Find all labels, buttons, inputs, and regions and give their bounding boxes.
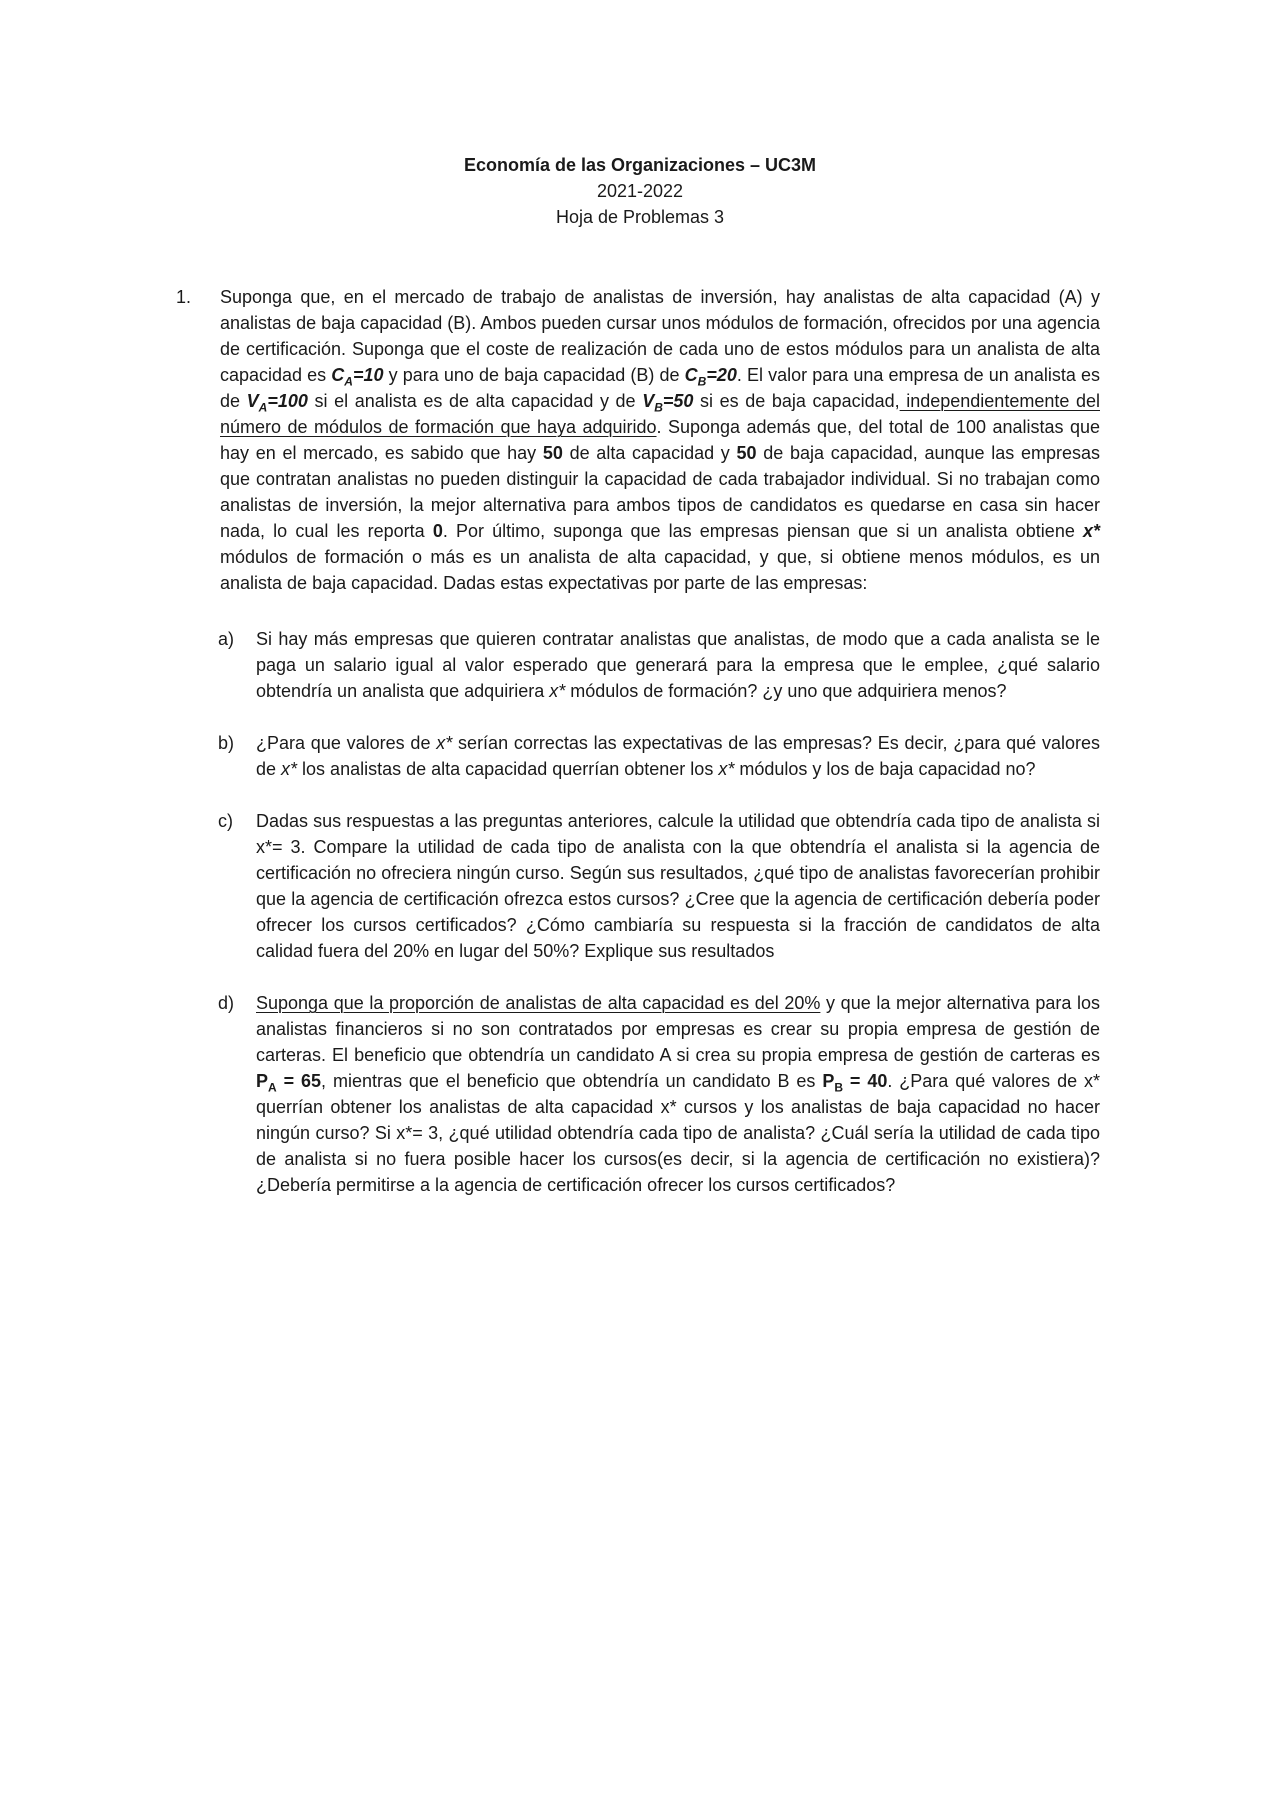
sub-question-d: [220, 990, 1100, 1198]
statement-text: Suponga que, en el mercado de trabajo de analistas de inversión, hay analistas de alta capacidad (A) y analistas de baja capacidad (B). Ambos pueden cursar unos módulos de formación, ofrecidos por una agencia de certificación. Suponga que el coste de realización de cada uno de estos módulos para un analista de alta capacidad es: [220, 287, 1100, 385]
ca-symbol: C: [331, 365, 345, 385]
count-high: 50: [542, 443, 563, 463]
sheet-title: Hoja de Problemas 3: [555, 207, 725, 227]
x-star: x*: [281, 759, 298, 779]
sub-question-b: [220, 730, 1100, 782]
sub-question-text: los analistas de alta capacidad querrían obtener los: [297, 759, 719, 779]
count-low: 50: [736, 443, 757, 463]
statement-text: de baja capacidad, aunque las empresas que contratan analistas no pueden distinguir la capacidad de cada trabajador individual. Si no trabajan como analistas de inversión, la mejor alternativa para ambos tipos de candidatos es quedarse en casa sin hacer nada, lo cual les reporta: [220, 443, 1100, 541]
ca-value: =10: [352, 365, 384, 385]
statement-text: de alta capacidad y: [562, 443, 737, 463]
sub-question-text: ¿Para que valores de: [256, 733, 437, 753]
statement-text: . El valor para una empresa de un analista es de: [220, 365, 1101, 411]
pb-subscript: B: [834, 1080, 844, 1095]
va-symbol: V: [246, 391, 259, 411]
sub-question-c: [220, 808, 1100, 964]
underlined-assumption: Suponga que la proporción de analistas de alta capacidad es del 20%: [256, 993, 821, 1013]
pb-value: = 40: [843, 1071, 888, 1091]
ca-subscript: A: [344, 374, 353, 389]
cb-value: =20: [706, 365, 737, 385]
sub-question-letter: a): [218, 629, 235, 649]
outside-option-value: 0: [432, 521, 443, 541]
statement-text: . Por último, suponga que las empresas piensan que si un analista obtiene: [442, 521, 1083, 541]
sub-question-letter: d): [218, 993, 235, 1013]
pa-value: = 65: [276, 1071, 322, 1091]
sub-question-letter: c): [218, 811, 233, 831]
statement-text: si el analista es de alta capacidad y de: [307, 391, 643, 411]
sub-question-letter: b): [218, 733, 235, 753]
sub-question-text: Si hay más empresas que quieren contratar analistas que analistas, de modo que a cada analista se le paga un salario igual al valor esperado que generará para la empresa que le emplee, ¿qué salario obtendría un analista que adquiriera: [256, 629, 1100, 701]
sub-question-text: , mientras que el beneficio que obtendría un candidato B es: [321, 1071, 823, 1091]
sub-question-text: serían correctas las expectativas de las empresas? Es decir, ¿para qué valores de: [256, 733, 1100, 779]
x-star: x*: [1082, 521, 1100, 541]
x-star: x*: [549, 681, 566, 701]
statement-text: . Suponga además que, del total de 100 analistas que hay en el mercado, es sabido que hay: [220, 417, 1100, 463]
statement-text: módulos de formación o más es un analista de alta capacidad, y que, si obtiene menos módulos, es un analista de baja capacidad. Dadas estas expectativas por parte de las empresas:: [220, 547, 1100, 593]
underlined-clause: independientemente del número de módulos de formación que haya adquirido: [220, 391, 1100, 437]
sub-questions: [220, 626, 1100, 1198]
vb-subscript: B: [654, 400, 663, 415]
va-subscript: A: [258, 400, 268, 415]
course-title: Economía de las Organizaciones – UC3M: [463, 155, 817, 175]
vb-value: =50: [662, 391, 694, 411]
sub-question-text: Dadas sus respuestas a las preguntas anteriores, calcule la utilidad que obtendría cada tipo de analista si x*= 3. Compare la utilidad de cada tipo de analista con la que obtendría el analista si la agencia de certificación no ofreciera ningún curso. Según sus resultados, ¿qué tipo de analistas favorecerían prohibir que la agencia de certificación ofrezca estos cursos? ¿Cree que la agencia de certificación debería poder ofrecer los cursos certificados? ¿Cómo cambiaría su respuesta si la fracción de candidatos de alta calidad fuera del 20% en lugar del 50%? Explique sus resultados: [256, 811, 1100, 961]
x-star: x*: [436, 733, 453, 753]
x-star: x*: [718, 759, 735, 779]
va-value: =100: [267, 391, 308, 411]
pb-symbol: P: [822, 1071, 835, 1091]
pa-subscript: A: [268, 1080, 277, 1095]
sub-question-text: y que la mejor alternativa para los analistas financieros si no son contratados por empresas es crear su propia empresa de gestión de carteras. El beneficio que obtendría un candidato A si crea su propia empresa de gestión de carteras es: [256, 993, 1100, 1065]
sub-question-a: [220, 626, 1100, 704]
sub-question-text: . ¿Para qué valores de x* querrían obtener los analistas de alta capacidad x* cursos y los analistas de baja capacidad no hacer ningún curso? Si x*= 3, ¿qué utilidad obtendría cada tipo de analista? ¿Cuál sería la utilidad de cada tipo de analista si no fuera posible hacer los cursos(es decir, si la agencia de certificación no existiera)? ¿Debería permitirse a la agencia de certificación ofrecer los cursos certificados?: [256, 1071, 1101, 1195]
pa-symbol: P: [256, 1071, 269, 1091]
sub-question-text: módulos de formación? ¿y uno que adquiriera menos?: [565, 681, 1007, 701]
vb-symbol: V: [642, 391, 655, 411]
statement-text: si es de baja capacidad,: [693, 391, 900, 411]
problem-number: 1.: [176, 287, 192, 307]
sub-question-text: módulos y los de baja capacidad no?: [734, 759, 1036, 779]
problem-1: [176, 284, 1101, 1224]
document-header: [0, 152, 1280, 230]
cb-subscript: B: [697, 374, 707, 389]
statement-text: y para uno de baja capacidad (B) de: [383, 365, 685, 385]
academic-year: 2021-2022: [596, 181, 684, 201]
problem-statement: [220, 284, 1100, 596]
cb-symbol: C: [684, 365, 698, 385]
